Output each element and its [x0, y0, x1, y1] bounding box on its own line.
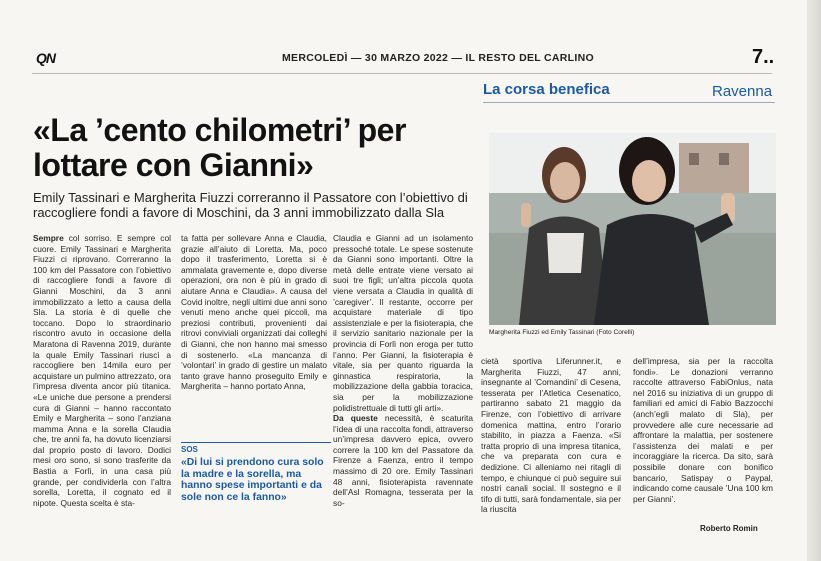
article-photo: [489, 133, 776, 325]
column-3b-text: necessità, è scaturita l’idea di una raccolta fondi, attraverso un’impresa davvero epica, ovvero correre la 100 km del Passatore da Firenze a Faenza, entro il tempo massimo di 20 ore. Emily Tassinari 48 anni, fisioterapista ravennate dell’Asl Romagna, tesserata per la so-: [333, 413, 473, 508]
article-column-4: [481, 356, 621, 541]
page-number: 7..: [752, 46, 775, 68]
newspaper-logo: QN: [36, 50, 55, 66]
column-3-text: Claudia e Gianni ad un isolamento pressoché totale. Le spese sostenute da Gianni sono importanti. Oltre la metà delle entrate viene versato ai suoi tre figli; un’altra piccola quota viene versata a Claudia in qualità di ’caregiver’. Il restante, occorre per acquistare materiale di tipo assistenziale e per la fisioterapia, che il servizio sanitario nazionale per la provincia di Forlì non eroga per tutto l’anno. Per Gianni, la fisioterapia è vitale, sia per quanto riguarda la ginnastica respiratoria, la mobilizzazione della gabbia toracica, sia per la mobilizzazione polidistrettuale di tutti gli arti».: [333, 233, 473, 413]
masthead-divider: [32, 73, 772, 74]
article-column-3: [333, 233, 473, 541]
sos-callout: [181, 442, 331, 537]
sos-label: SOS: [181, 442, 331, 454]
article-column-1: [33, 233, 171, 541]
dateline: MERCOLEDÌ — 30 MARZO 2022 — IL RESTO DEL CARLINO: [282, 52, 594, 64]
column-1-lead: Sempre: [33, 233, 64, 243]
column-2-text: ta fatta per sollevare Anna e Claudia, grazie all’aiuto di Loretta. Ma, poco dopo il trasferimento, Loretta si è ammalata gravemente e, dopo diverse operazioni, ora non è più in grado di aiutare Anna e Claudia». A causa del Covid inoltre, negli ultimi due anni sono venuti meno anche quei piccoli, ma preziosi contributi, provenienti dai ritrovi conviviali organizzati dai colleghi di Gianni, che non hanno mai smesso di sostenerlo. «La mancanza di ’volontari’ in grado di gestire un malato tanto grave hanno proseguito Emily e Margherita – hanno portato Anna,: [181, 233, 327, 392]
article-subhead: Emily Tassinari e Margherita Fiuzzi correranno il Passatore con l’obiettivo di raccogliere fondi a favore di Moschini, da 3 anni immobilizzato dalla Sla: [33, 190, 468, 220]
section-city: Ravenna: [712, 83, 773, 100]
sos-quote: «Di lui si prendono cura solo la madre e la sorella, ma hanno spese importanti e da sole non ce la fanno»: [181, 457, 324, 503]
article-author: Roberto Romin: [700, 524, 758, 533]
column-3-lead: Da queste: [333, 413, 378, 424]
section-divider: [483, 102, 775, 103]
photo-caption: Margherita Fiuzzi ed Emily Tassinari (Foto Corelli): [489, 329, 635, 336]
photo-illustration: [489, 133, 776, 325]
masthead: [30, 46, 775, 70]
section-title: La corsa benefica: [483, 81, 610, 98]
article-column-5: [633, 356, 773, 522]
article-column-2: [181, 233, 327, 436]
column-1-text: col sorriso. E sempre col cuore. Emily Tassinari e Margherita Fiuzzi ci riprovano. Correranno la 100 km del Passatore con l’obiettivo di raccogliere fondi a favore di Gianni Moschini, da 3 anni immobilizzato a letto a causa della Sla. La storia è di quelle che toccano. Dopo lo straordinario riscontro avuto in occasione della Maratona di Ravenna 2019, durante la quale Emily Tassinari riuscì a raccogliere ben 14mila euro per acquistare un pulmino attrezzato, ora l’impresa diventa ancor più titanica. «Le uniche due persone a prendersi cura di Gianni – hanno raccontato Emily e Margherita – sono l’anziana mamma Anna e la sorella Claudia che, tre anni fa, ha dovuto licenziarsi dal proprio posto di lavoro. Dodici mesi oro sono, si sono trasferite da Bastia a Forlì, in una casa più grande, per condividerla con l’altra sorella, Loretta, il cognato ed il nipote. Questa scelta è sta-: [33, 233, 171, 508]
page-edge-shadow: [807, 0, 821, 561]
column-4-text: cietà sportiva Liferunner.it, e Margherita Fiuzzi, 47 anni, insegnante al ’Comandini’ di Cesena, tesserata per l’Atletica Cesenatico, partiranno sabato 21 maggio da Firenze, con l’obiettivo di arrivare domenica mattina, entro l’orario stabilito, in piazza a Faenza. «Si tratta proprio di una impresa titanica, che va preparata con cura e dedizione. Ci alleniamo nei ritagli di tempo, e chiunque ci può seguire sui nostri canali social. Il sostegno e il tifo di tutti, sarà fondamentale, sia per la riuscita: [481, 356, 621, 515]
column-5-text: dell’impresa, sia per la raccolta fondi». Le donazioni verranno raccolte attraverso FabiOnlus, nata nel 2016 su iniziativa di un gruppo di familiari ed amici di Fabio Bazzocchi (anch’egli malato di Sla), per provvedere alle cure necessarie ad affrontare la malattia, per sostenere l’assistenza dei malati e per incoraggiare la ricerca. Da sito, sarà possibile donare con bonifico bancario, Satispay o Paypal, indicando come causale ’Una 100 km per Gianni’.: [633, 356, 773, 504]
article-headline: «La ’cento chilometri’ per lottare con Gianni»: [33, 112, 406, 183]
